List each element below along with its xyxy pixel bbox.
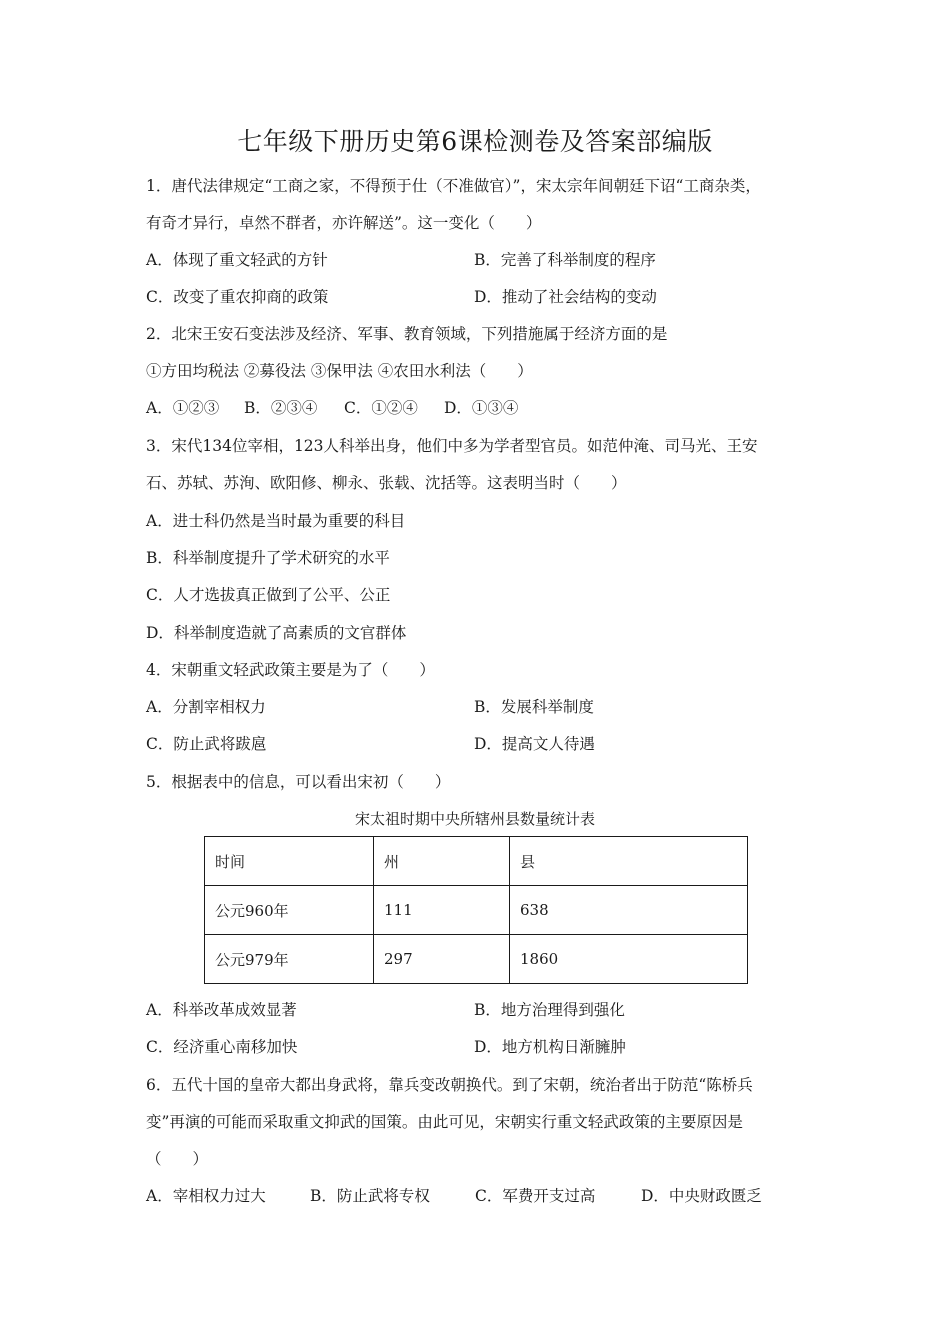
q2-stem-line2: ①方田均税法 ②募役法 ③保甲法 ④农田水利法（ ）: [146, 362, 533, 380]
table-cell: 638: [510, 886, 748, 935]
q3-option-d: D．科举制度造就了高素质的文官群体: [146, 624, 407, 642]
table-header-row: [205, 837, 748, 886]
q2-option-c: C．①②④: [344, 399, 418, 417]
q1-option-b: B．完善了科举制度的程序: [474, 251, 656, 269]
q1-option-a: A．体现了重文轻武的方针: [146, 251, 328, 269]
q3-stem-line2: 石、苏轼、苏洵、欧阳修、柳永、张载、沈括等。这表明当时（ ）: [146, 474, 627, 492]
q6-option-d: D．中央财政匮乏: [641, 1187, 762, 1205]
q2-option-d: D．①③④: [444, 399, 519, 417]
q6-stem-line2: 变”再演的可能而采取重文抑武的国策。由此可见，宋朝实行重文轻武政策的主要原因是: [146, 1113, 743, 1131]
q6-option-b: B．防止武将专权: [310, 1187, 430, 1205]
table-cell: 公元979年: [205, 935, 374, 984]
table-cell: 公元960年: [205, 886, 374, 935]
q3-option-b: B．科举制度提升了学术研究的水平: [146, 549, 390, 567]
document-title: 七年级下册历史第6课检测卷及答案部编版: [237, 127, 713, 156]
table-caption: 宋太祖时期中央所辖州县数量统计表: [354, 810, 595, 828]
table-header-cell: 时间: [205, 837, 374, 886]
q3-option-c: C．人才选拔真正做到了公平、公正: [146, 586, 391, 604]
q3-option-a: A．进士科仍然是当时最为重要的科目: [146, 512, 406, 530]
q1-option-d: D．推动了社会结构的变动: [474, 288, 657, 306]
q6-option-c: C．军费开支过高: [475, 1187, 596, 1205]
statistics-table: [204, 836, 748, 984]
table-cell: 297: [374, 935, 510, 984]
q2-option-b: B．②③④: [244, 399, 318, 417]
q5-option-b: B．地方治理得到强化: [474, 1001, 625, 1019]
q6-options: [146, 1186, 762, 1206]
table-cell: 1860: [510, 935, 748, 984]
q6-stem-line3: （ ）: [146, 1150, 209, 1168]
table-header-cell: 县: [510, 837, 748, 886]
q1-option-c: C．改变了重农抑商的政策: [146, 288, 329, 306]
table-row: [205, 886, 748, 935]
q5-stem: 5．根据表中的信息，可以看出宋初（ ）: [146, 773, 451, 791]
q1-stem-line1: 1．唐代法律规定“工商之家，不得预于仕（不准做官）”，宋太宗年间朝廷下诏“工商杂类，: [146, 177, 761, 195]
q1-stem-line2: 有奇才异行，卓然不群者，亦许解送”。这一变化（ ）: [146, 214, 542, 232]
q4-stem: 4．宋朝重文轻武政策主要是为了（ ）: [146, 661, 435, 679]
q2-options: [146, 398, 518, 418]
q4-option-d: D．提高文人待遇: [474, 735, 595, 753]
q6-stem-line1: 6．五代十国的皇帝大都出身武将，靠兵变改朝换代。到了宋朝，统治者出于防范“陈桥兵: [146, 1076, 753, 1094]
q5-option-d: D．地方机构日渐臃肿: [474, 1038, 626, 1056]
q2-stem-line1: 2．北宋王安石变法涉及经济、军事、教育领域，下列措施属于经济方面的是: [146, 325, 668, 343]
q3-stem-line1: 3．宋代134位宰相，123人科举出身，他们中多为学者型官员。如范仲淹、司马光、王安: [146, 437, 758, 455]
q4-option-c: C．防止武将跋扈: [146, 735, 267, 753]
q5-option-a: A．科举改革成效显著: [146, 1001, 297, 1019]
q6-option-a: A．宰相权力过大: [146, 1187, 266, 1205]
q2-option-a: A．①②③: [146, 399, 220, 417]
table-cell: 111: [374, 886, 510, 935]
q5-option-c: C．经济重心南移加快: [146, 1038, 298, 1056]
table-header-cell: 州: [374, 837, 510, 886]
table-row: [205, 935, 748, 984]
q4-option-a: A．分割宰相权力: [146, 698, 266, 716]
q4-option-b: B．发展科举制度: [474, 698, 594, 716]
